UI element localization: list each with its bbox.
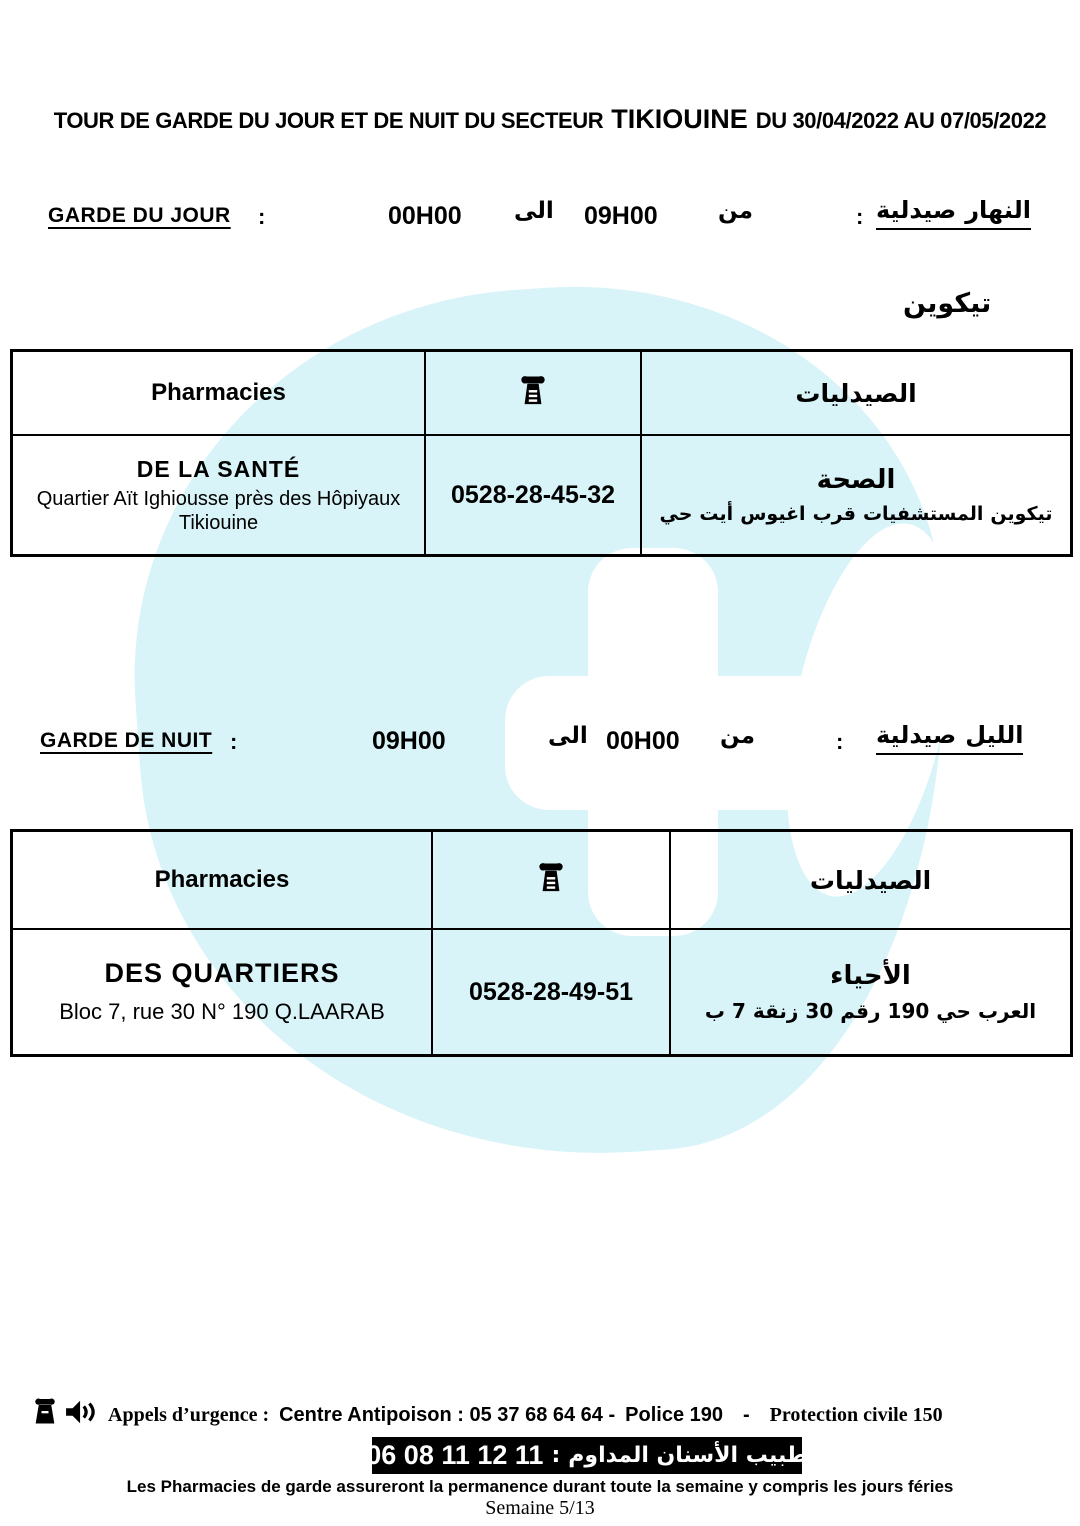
ar-address-word: حي [936,999,971,1023]
night-pharmacy-cell-fr [13,930,433,1054]
night-table-header-ar [671,832,1070,930]
emergency-prefix: Appels d’urgence : [108,1403,270,1426]
dentist-separator: : [551,1443,561,1468]
title-part1: TOUR DE GARDE DU JOUR ET DE NUIT DU SECTEUR [53,108,604,133]
night-garde-label: GARDE DE NUIT [40,729,213,752]
day-label-ar-word: النهار [965,196,1031,224]
sector-heading-arabic: تيكوين [903,288,992,319]
day-table-header-phone [426,352,642,436]
ar-address-word: أيت [699,503,734,525]
pharmacy-name-arabic: الأحياء [830,961,911,991]
emergency-suffix: Protection civile 150 [769,1403,943,1426]
day-label-ar-word: صيدلية [876,196,957,224]
night-label-arabic [876,721,1023,755]
ar-address-word: اغيوس [740,503,806,525]
night-table-header-fr [13,832,433,930]
title-part2: DU 30/04/2022 AU 07/05/2022 [755,108,1047,133]
pharmacy-phone-number: 0528-28-49-51 [468,977,633,1006]
header-pharmacies-label-arabic: الصيدليات [795,378,917,408]
ar-address-word: رقم [840,999,881,1023]
day-pharmacy-cell-fr [13,436,426,554]
ar-address-word: حي [659,503,693,525]
week-counter: Semaine 5/13 [485,1497,595,1519]
ar-address-word: المستشفيات [862,503,984,525]
pharmacy-address-fr: Bloc 7, rue 30 N° 190 Q.LAARAB [59,999,385,1025]
telephone-icon [519,374,547,413]
emergency-police: Police 190 [625,1403,723,1426]
header-pharmacies-label-arabic: الصيدليات [809,865,932,895]
title-sector: TIKIOUINE [611,104,748,134]
night-label-ar-word: الليل [965,721,1024,749]
emergency-line [32,1398,1052,1432]
night-word-to: الى [548,723,588,749]
pharmacy-name-fr: DES QUARTIERS [104,958,340,989]
day-label-arabic [876,196,1031,230]
night-word-from: من [720,723,755,749]
night-colon-2: : [836,729,844,754]
day-word-from: من [718,198,753,224]
ar-address-word: 7 [731,999,746,1023]
ar-address-word: تيكوين [990,503,1053,525]
day-pharmacy-table [10,349,1073,557]
ar-address-word: 30 [805,999,834,1023]
pharmacy-phone-number: 0528-28-45-32 [450,480,615,509]
day-table-header-ar [642,352,1070,436]
day-pharmacy-cell-phone [426,436,642,554]
day-time-start: 09H00 [584,202,658,230]
pharmacy-address-arabic [660,503,1053,525]
dentist-label-arabic: طبيب الأسنان المداوم [568,1443,808,1468]
address-line-2: Tikiouine [178,511,259,534]
ar-address-word: قرب [812,503,856,525]
night-pharmacy-table [10,829,1073,1057]
night-pharmacy-cell-phone [433,930,671,1054]
emergency-main: Centre Antipoison : 05 37 68 64 64 - [279,1403,616,1426]
address-line-1: Quartier Aït Ighiousse près des Hôpiyaux [36,487,401,510]
night-time-end: 09H00 [372,727,446,755]
header-pharmacies-label: Pharmacies [154,866,290,893]
day-garde-label: GARDE DU JOUR [48,204,231,227]
night-time-start: 00H00 [606,727,680,755]
ar-address-word: ب [704,999,725,1023]
night-label-ar-word: صيدلية [876,721,957,749]
pharmacy-name-fr: DE LA SANTÉ [136,455,301,482]
dentist-phone-number: 06 08 11 12 11 [366,1440,544,1470]
ar-address-word: زنقة [752,999,799,1023]
day-colon-2: : [856,204,864,229]
pharmacy-address-arabic [705,999,1036,1023]
header-pharmacies-label: Pharmacies [151,379,286,406]
day-pharmacy-cell-ar [642,436,1070,554]
night-colon-1: : [230,729,238,754]
night-pharmacy-cell-ar [671,930,1070,1054]
pharmacy-address-fr [37,487,401,535]
telephone-icon [32,1397,58,1431]
day-colon-1: : [258,204,266,229]
permanence-note: Les Pharmacies de garde assureront la permanence durant toute la semaine y compris les jours féries [126,1477,954,1496]
night-table-header-phone [433,832,671,930]
dentist-on-duty-bar [366,1437,808,1474]
ar-address-word: 190 [887,999,930,1023]
pharmacy-name-arabic: الصحة [816,465,896,495]
day-table-header-fr [13,352,426,436]
day-time-end: 00H00 [388,202,462,230]
day-word-to: الى [514,198,554,224]
emergency-dash: - [743,1403,750,1426]
speaker-icon [64,1398,98,1432]
telephone-icon [537,861,565,900]
ar-address-word: العرب [977,999,1037,1023]
page-title [28,104,1072,135]
